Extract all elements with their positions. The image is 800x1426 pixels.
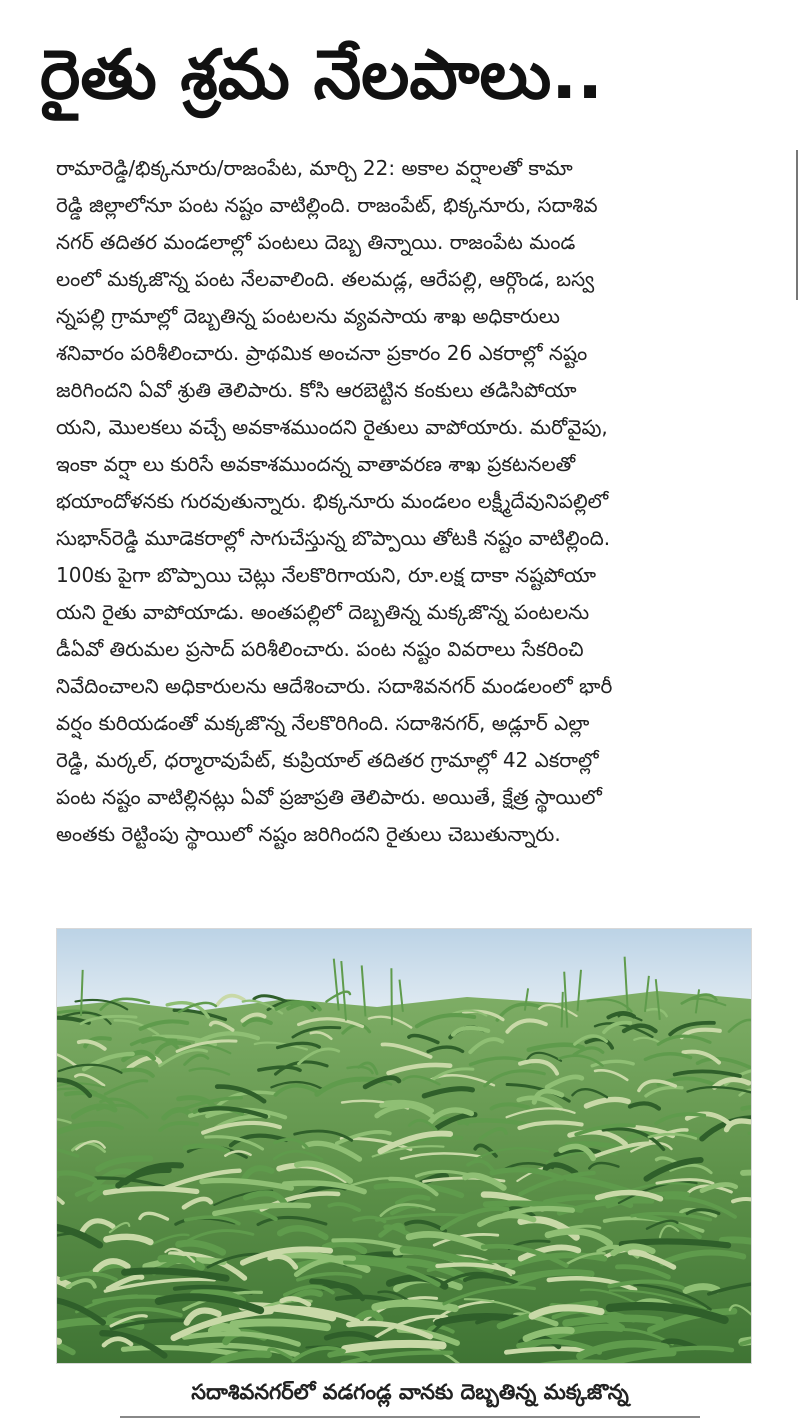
photo-caption: సదాశివనగర్‌లో వడగండ్ల వానకు దెబ్బతిన్న మక్కజొన్న: [191, 1380, 629, 1404]
body-line: 100కు పైగా బొప్పాయి చెట్లు నేలకొరిగాయని, రూ.లక్ష దాకా నష్టపోయా: [56, 563, 596, 587]
body-line: వర్షం కురియడంతో మక్కజొన్న నేలకొరిగింది. సదాశినగర్, అడ్లూర్ ఎల్లా: [56, 711, 590, 735]
body-line: సుభాన్‌రెడ్డి మూడెకరాల్లో సాగుచేస్తున్న బొప్పాయి తోటకి నష్టం వాటిల్లింది.: [56, 526, 611, 550]
body-line: రెడ్డి, మర్కల్, ధర్మారావుపేట్, కుప్రియాల్ తదితర గ్రామాల్లో 42 ఎకరాల్లో: [56, 748, 599, 772]
body-line: రామారెడ్డి/భిక్కనూరు/రాజంపేట, మార్చి 22: అకాల వర్షాలతో కామా: [56, 156, 573, 180]
flattened-maize-field-image: [57, 929, 751, 1363]
article-body: [56, 150, 756, 920]
body-line: లంలో మక్కజొన్న పంట నేలవాలింది. తలమడ్ల, ఆరేపల్లి, ఆర్గొండ, బస్వ: [56, 267, 595, 291]
body-line: నగర్ తదితర మండలాల్లో పంటలు దెబ్బ తిన్నాయి. రాజంపేట మండ: [56, 230, 576, 254]
headline: రైతు శ్రమ నేలపాలు..: [40, 36, 603, 115]
caption-underline: [120, 1416, 700, 1418]
body-line: రెడ్డి జిల్లాలోనూ పంట నష్టం వాటిల్లింది. రాజంపేట్, భిక్కనూరు, సదాశివ: [56, 193, 598, 217]
body-line: భయాందోళనకు గురవుతున్నారు. భిక్కనూరు మండలం లక్ష్మీదేవునిపల్లిలో: [56, 489, 609, 513]
body-line: ఇంకా వర్షా లు కురిసే అవకాశముందన్న వాతావరణ శాఖ ప్రకటనలతో: [56, 452, 576, 476]
standing-stalk: [562, 992, 563, 1028]
standing-stalk: [391, 968, 392, 1025]
body-line: అంతకు రెట్టింపు స్థాయిలో నష్టం జరిగిందని రైతులు చెబుతున్నారు.: [56, 822, 561, 846]
leaf-stroke: [686, 1287, 717, 1291]
column-edge-rule: [796, 150, 798, 300]
body-line: న్నపల్లి గ్రామాల్లో దెబ్బతిన్న పంటలను వ్యవసాయ శాఖ అధికారులు: [56, 304, 560, 328]
crop-damage-photo: [56, 928, 752, 1364]
body-line: శనివారం పరిశీలించారు. ప్రాథమిక అంచనా ప్రకారం 26 ఎకరాల్లో నష్టం: [56, 341, 588, 365]
body-line: జరిగిందని ఏవో శ్రుతి తెలిపారు. కోసి ఆరబెట్టిన కంకులు తడిసిపోయా: [56, 378, 577, 402]
body-line: డీఏవో తిరుమల ప్రసాద్ పరిశీలించారు. పంట నష్టం వివరాలు సేకరించి: [56, 637, 584, 661]
leaf-stroke: [233, 1322, 327, 1327]
body-line: యని రైతు వాపోయాడు. అంతపల్లిలో దెబ్బతిన్న మక్కజొన్న పంటలను: [56, 600, 590, 624]
body-line: యని, మొలకలు వచ్చే అవకాశముందని రైతులు వాపోయారు. మరోవైపు,: [56, 415, 608, 439]
body-line: పంట నష్టం వాటిల్లినట్లు ఏవో ప్రజాప్రతి తెలిపారు. అయితే, క్షేత్ర స్థాయిలో: [56, 785, 602, 809]
body-line: నివేదించాలని అధికారులను ఆదేశించారు. సదాశివనగర్ మండలంలో భారీ: [56, 674, 613, 698]
